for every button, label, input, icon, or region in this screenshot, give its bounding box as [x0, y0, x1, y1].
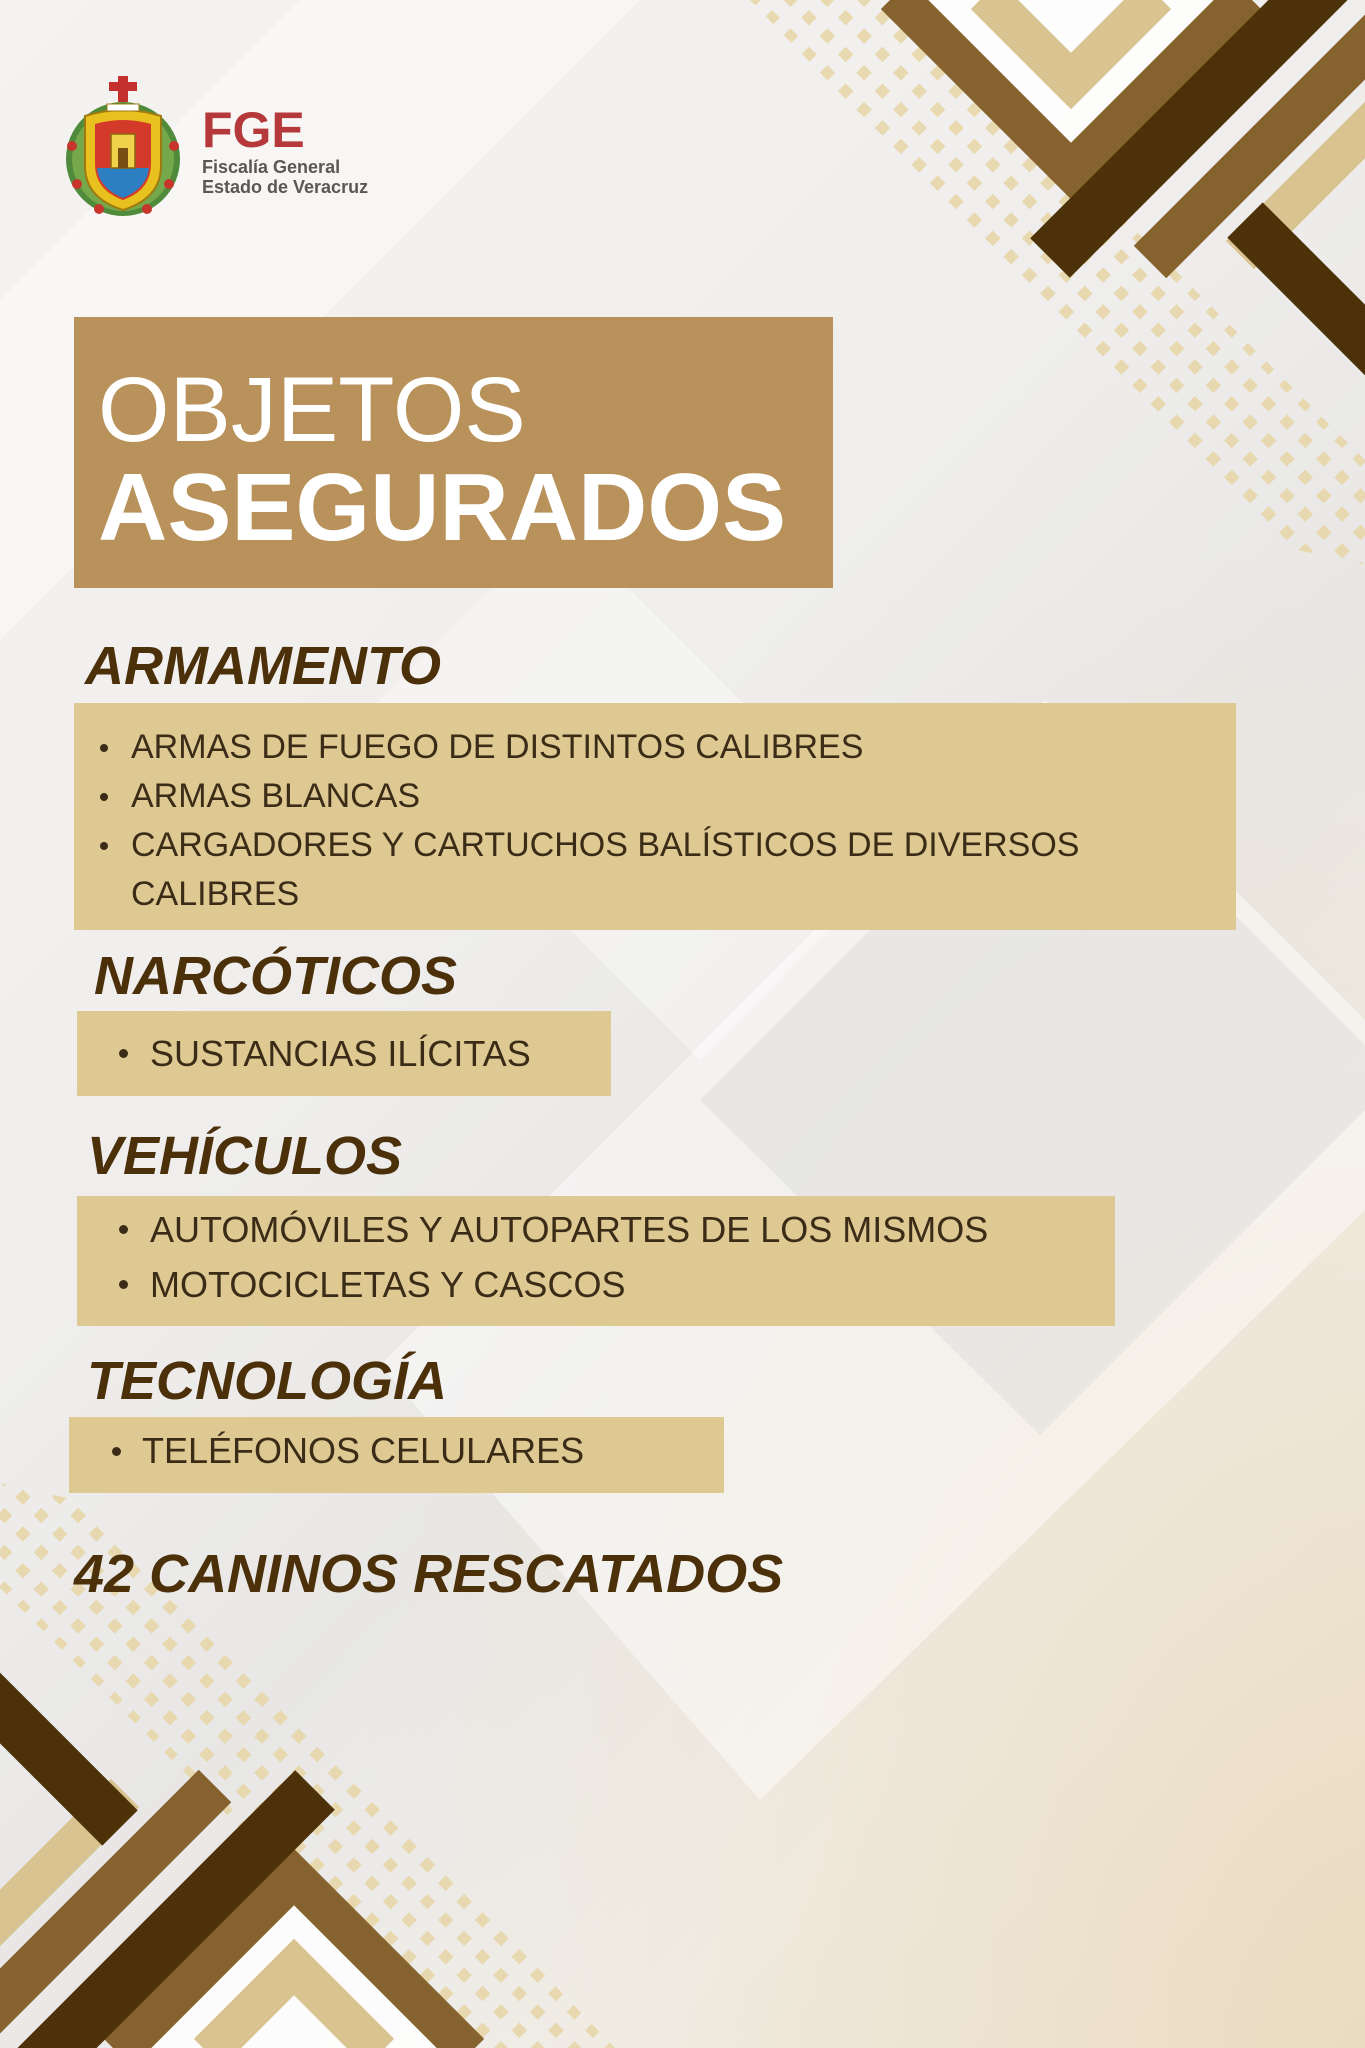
veracruz-coat-of-arms-icon [63, 76, 183, 217]
bullet-icon [100, 793, 108, 801]
list-item-text: ARMAS BLANCAS [131, 777, 421, 815]
list-item [69, 1417, 724, 1485]
list-item [77, 1011, 611, 1096]
title-line2: ASEGURADOS [98, 454, 787, 561]
list-item [74, 772, 1196, 821]
list-item-text: CARGADORES Y CARTUCHOS BALÍSTICOS DE DIVERSOS CALIBRES [131, 826, 1080, 913]
list-item-text: SUSTANCIAS ILÍCITAS [150, 1033, 531, 1074]
list-item-text: ARMAS DE FUEGO DE DISTINTOS CALIBRES [131, 728, 864, 766]
org-name-line2: Estado de Veracruz [202, 177, 369, 197]
list-item [74, 821, 1196, 919]
section-list-narcoticos [77, 1011, 611, 1096]
list-item [77, 1202, 1115, 1257]
list-item-text: MOTOCICLETAS Y CASCOS [150, 1264, 626, 1305]
fge-acronym: FGE [202, 102, 305, 158]
list-item-text: AUTOMÓVILES Y AUTOPARTES DE LOS MISMOS [150, 1209, 989, 1250]
bullet-icon [119, 1280, 128, 1289]
list-item [77, 1257, 1115, 1312]
list-item-text: TELÉFONOS CELULARES [142, 1430, 585, 1471]
bullet-icon [112, 1447, 121, 1456]
list-item [74, 723, 1196, 772]
section-list-vehiculos [77, 1196, 1115, 1326]
title-line1: OBJETOS [98, 359, 526, 461]
section-list-tecnologia [69, 1417, 724, 1493]
section-list-armamento [74, 703, 1236, 930]
bullet-icon [119, 1049, 128, 1058]
rescued-dogs-statement: 42 CANINOS RESCATADOS [74, 1544, 784, 1604]
section-heading-tecnologia: TECNOLOGÍA [87, 1351, 447, 1411]
title-banner [74, 317, 833, 588]
bullet-icon [100, 842, 108, 850]
bullet-icon [119, 1225, 128, 1234]
section-heading-armamento: ARMAMENTO [85, 636, 441, 696]
section-heading-narcoticos: NARCÓTICOS [94, 946, 457, 1006]
section-heading-vehiculos: VEHÍCULOS [87, 1126, 403, 1186]
bullet-icon [100, 744, 108, 752]
org-name-line1: Fiscalía General [202, 157, 341, 177]
